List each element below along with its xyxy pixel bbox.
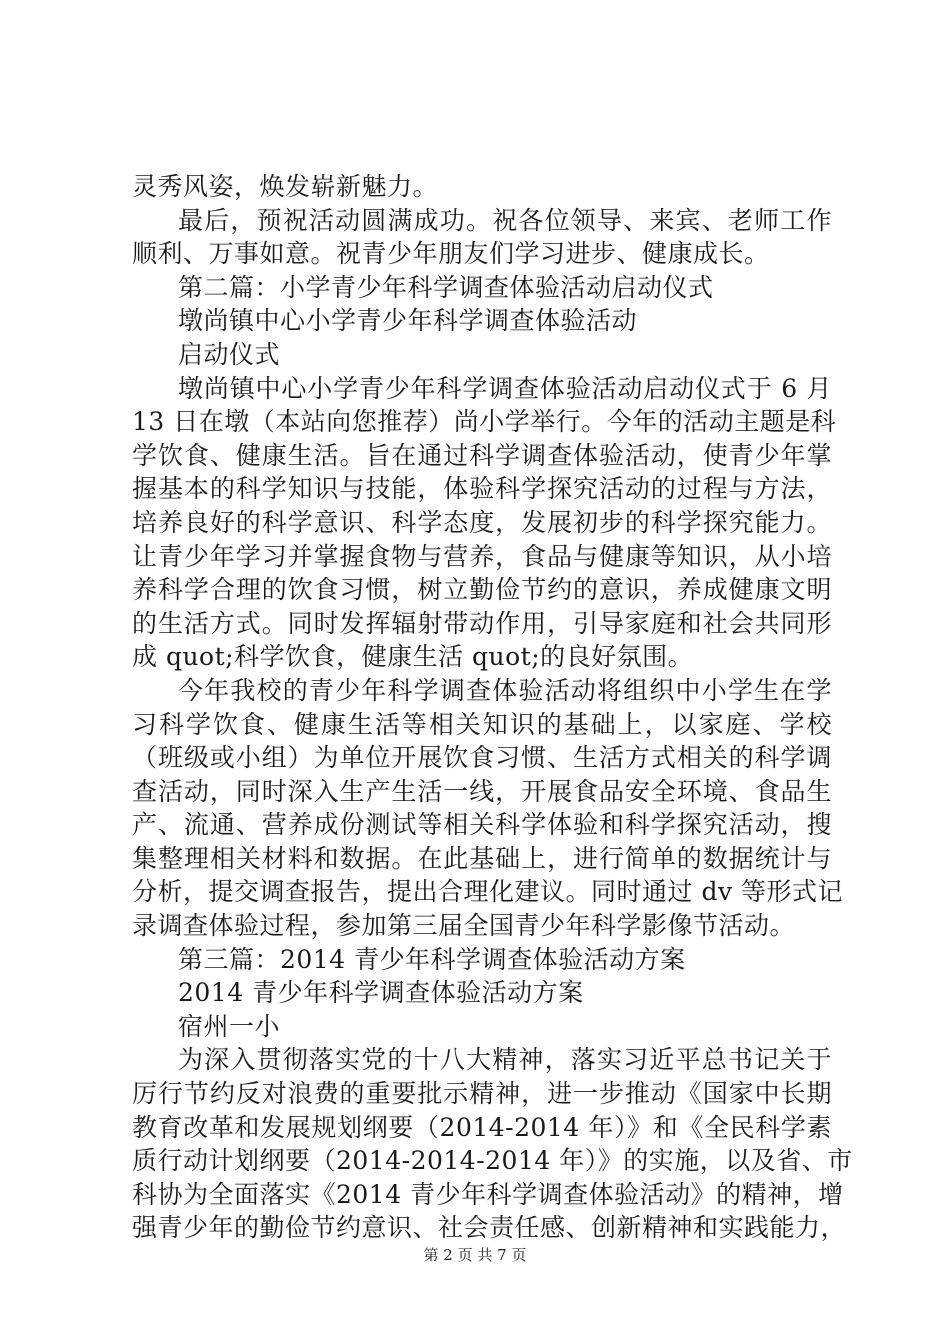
- text-line: 墩尚镇中心小学青少年科学调查体验活动启动仪式于 6 月: [178, 373, 832, 403]
- text-line: 启动仪式: [178, 339, 281, 369]
- text-line: 顺利、万事如意。祝青少年朋友们学习进步、健康成长。: [132, 239, 770, 269]
- text-line: 今年我校的青少年科学调查体验活动将组织中小学生在学: [178, 675, 832, 705]
- text-line: 13 日在墩（本站向您推荐）尚小学举行。今年的活动主题是科: [132, 407, 837, 437]
- text-line: 录调查体验过程，参加第三届全国青少年科学影像节活动。: [132, 911, 796, 941]
- text-line: 成 quot;科学饮食，健康生活 quot;的良好氛围。: [132, 642, 694, 672]
- text-line: 2014 青少年科学调查体验活动方案: [178, 978, 584, 1008]
- text-line: 产、流通、营养成份测试等相关科学体验和科学探究活动，搜: [132, 810, 832, 840]
- text-line: 第二篇：小学青少年科学调查体验活动启动仪式: [178, 272, 714, 302]
- text-line: 握基本的科学知识与技能，体验科学探究活动的过程与方法，: [132, 474, 832, 504]
- text-line: 培养良好的科学意识、科学态度，发展初步的科学探究能力。: [132, 507, 832, 537]
- text-line: 为深入贯彻落实党的十八大精神，落实习近平总书记关于: [178, 1045, 832, 1075]
- text-line: 厉行节约反对浪费的重要批示精神，进一步推动《国家中长期: [132, 1079, 832, 1109]
- text-line: 科协为全面落实《2014 青少年科学调查体验活动》的精神，增: [132, 1179, 844, 1209]
- document-body: [132, 170, 853, 1245]
- text-line: 质行动计划纲要（2014-2014-2014 年）》的实施，以及省、市: [132, 1146, 853, 1176]
- text-line: 教育改革和发展规划纲要（2014-2014 年）》和《全民科学素: [132, 1112, 832, 1142]
- text-line: 让青少年学习并掌握食物与营养，食品与健康等知识，从小培: [132, 541, 832, 571]
- text-line: 墩尚镇中心小学青少年科学调查体验活动: [178, 306, 638, 336]
- text-line: 强青少年的勤俭节约意识、社会责任感、创新精神和实践能力，: [132, 1213, 847, 1243]
- text-line: 分析，提交调查报告，提出合理化建议。同时通过 dv 等形式记: [132, 877, 844, 907]
- text-line: 查活动，同时深入生产生活一线，开展食品安全环境、食品生: [132, 776, 832, 806]
- text-line: （班级或小组）为单位开展饮食习惯、生活方式相关的科学调: [132, 743, 832, 773]
- text-line: 最后，预祝活动圆满成功。祝各位领导、来宾、老师工作: [178, 205, 832, 235]
- text-line: 集整理相关材料和数据。在此基础上，进行简单的数据统计与: [132, 843, 832, 873]
- text-line: 灵秀风姿，焕发崭新魅力。: [132, 172, 439, 201]
- text-line: 宿州一小: [178, 1011, 281, 1041]
- text-line: 学饮食、健康生活。旨在通过科学调查体验活动，使青少年掌: [132, 440, 832, 470]
- text-line: 习科学饮食、健康生活等相关知识的基础上，以家庭、学校: [132, 709, 832, 739]
- text-line: 养科学合理的饮食习惯，树立勤俭节约的意识，养成健康文明: [132, 575, 832, 605]
- page-footer: 第 2 页 共 7 页: [423, 1246, 527, 1264]
- text-line: 第三篇：2014 青少年科学调查体验活动方案: [178, 944, 686, 974]
- text-line: 的生活方式。同时发挥辐射带动作用，引导家庭和社会共同形: [132, 608, 832, 638]
